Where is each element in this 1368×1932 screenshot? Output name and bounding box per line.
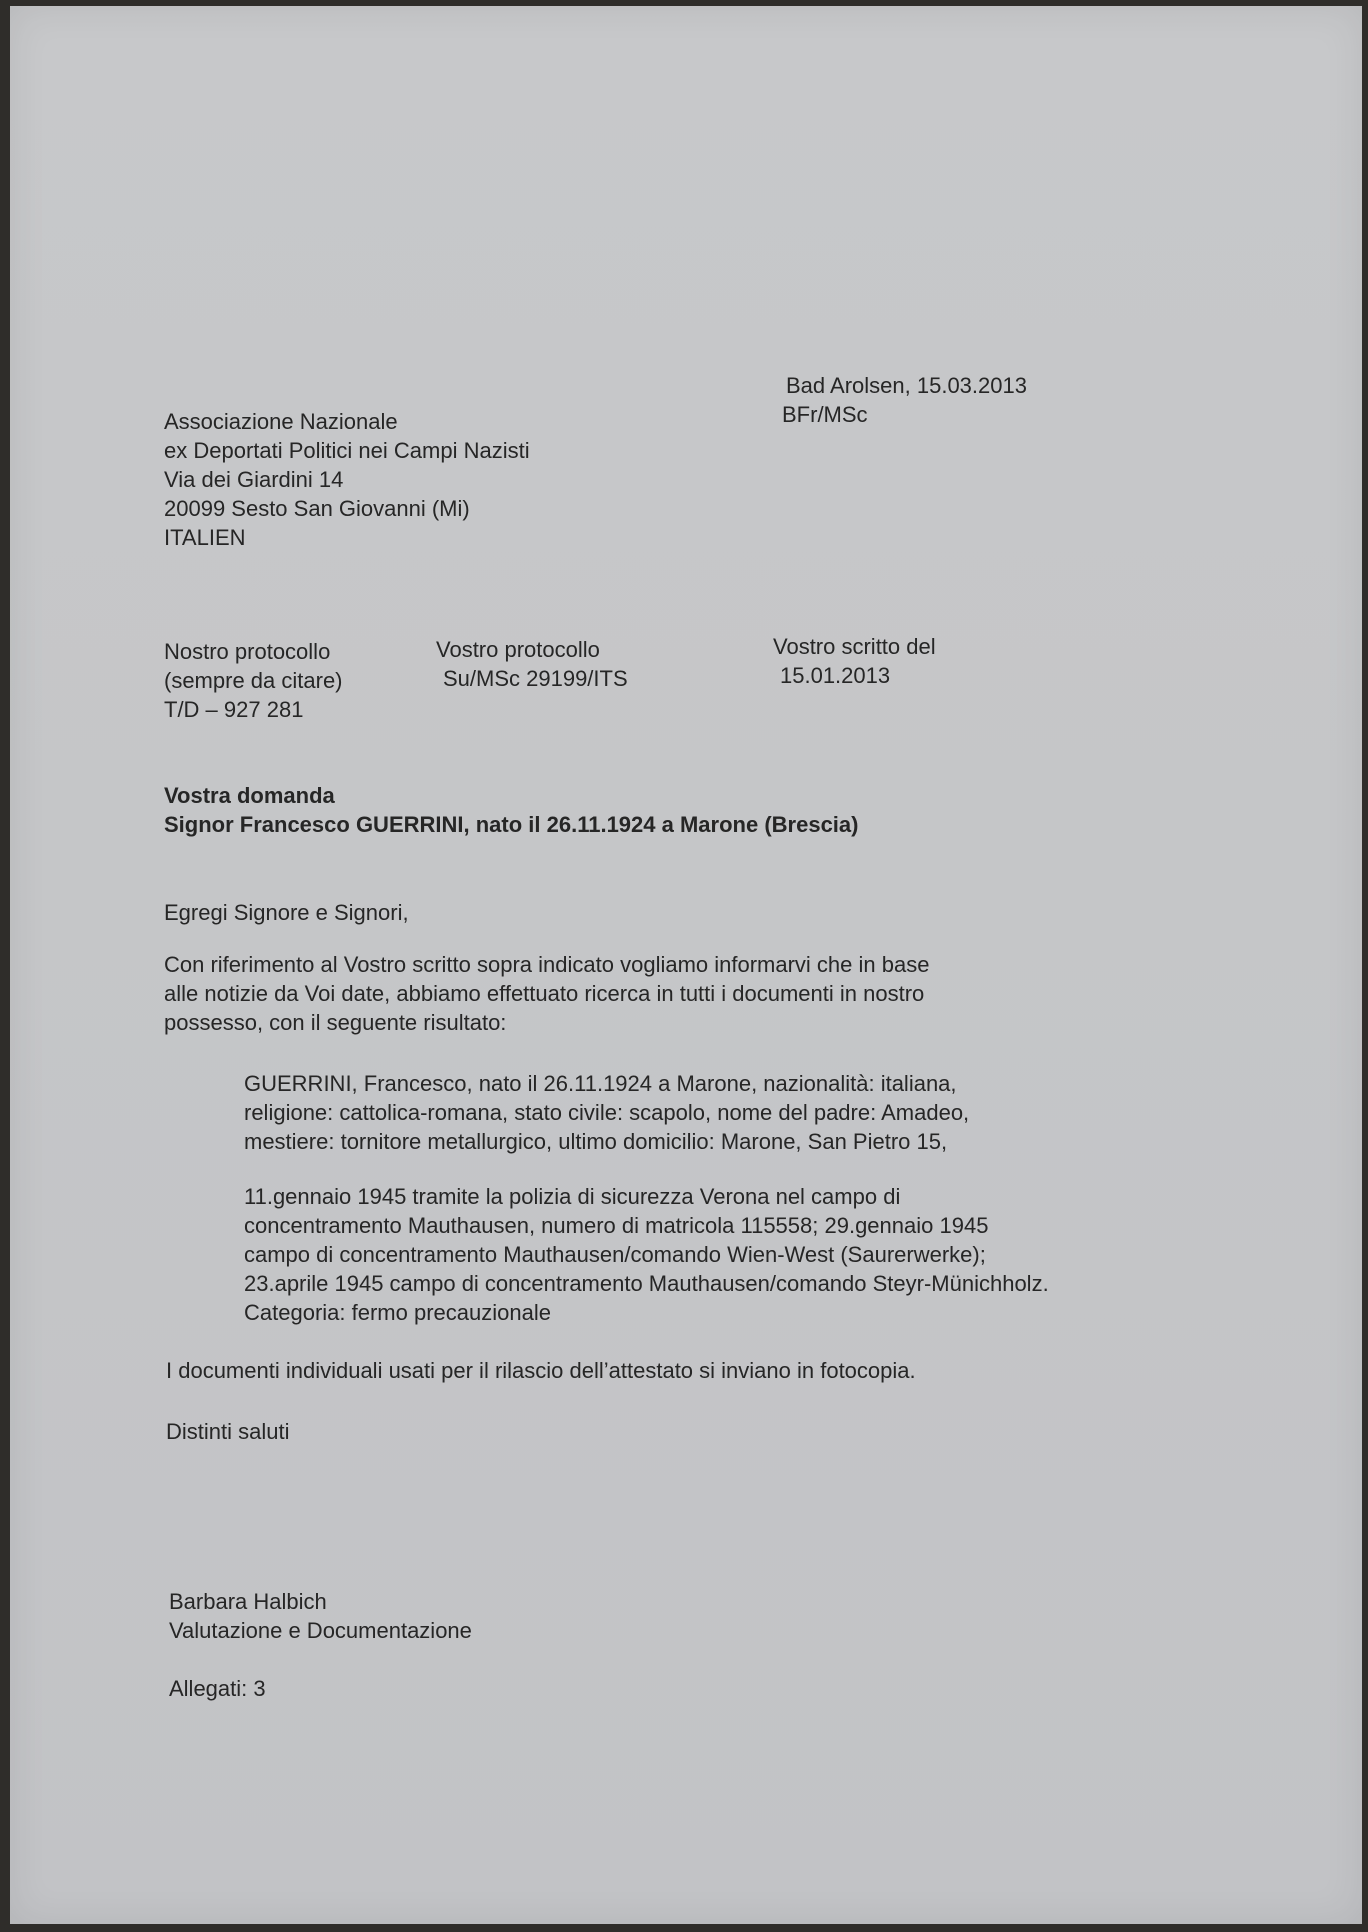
history-line: concentramento Mauthausen, numero di matricola 115558; 29.gennaio 1945 [244, 1213, 989, 1238]
subject-person: Signor Francesco GUERRINI, nato il 26.11.1924 a Marone (Brescia) [164, 812, 859, 837]
history-line: 11.gennaio 1945 tramite la polizia di sicurezza Verona nel campo di [244, 1184, 901, 1209]
place-date: Bad Arolsen, 15.03.2013 [786, 373, 1027, 398]
salutation: Egregi Signore e Signori, [164, 900, 409, 925]
recipient-line: ITALIEN [164, 525, 246, 550]
our-protocol-value: T/D – 927 281 [164, 697, 304, 722]
history-line: campo di concentramento Mauthausen/comando Wien-West (Saurerwerke); [244, 1242, 986, 1267]
recipient-line: ex Deportati Politici nei Campi Nazisti [164, 438, 530, 463]
intro-line: Con riferimento al Vostro scritto sopra indicato vogliamo informarvi che in base [164, 952, 930, 977]
intro-line: possesso, con il seguente risultato: [164, 1010, 507, 1035]
closing-note: I documenti individuali usati per il rilascio dell’attestato si inviano in fotocopia. [166, 1358, 916, 1383]
details-line: mestiere: tornitore metallurgico, ultimo domicilio: Marone, San Pietro 15, [244, 1129, 948, 1154]
attachments: Allegati: 3 [169, 1676, 266, 1701]
recipient-line: 20099 Sesto San Giovanni (Mi) [164, 496, 470, 521]
signatory-name: Barbara Halbich [169, 1589, 327, 1614]
letter-sheet [10, 6, 1362, 1924]
your-protocol-value: Su/MSc 29199/ITS [443, 666, 628, 691]
regards: Distinti saluti [166, 1419, 290, 1444]
our-protocol-label: Nostro protocollo [164, 639, 331, 664]
our-protocol-note: (sempre da citare) [164, 668, 343, 693]
intro-line: alle notizie da Voi date, abbiamo effettuato ricerca in tutti i documenti in nostro [164, 981, 925, 1006]
your-letter-label: Vostro scritto del [773, 634, 936, 659]
details-line: religione: cattolica-romana, stato civile: scapolo, nome del padre: Amadeo, [244, 1100, 970, 1125]
history-line: Categoria: fermo precauzionale [244, 1300, 551, 1325]
your-letter-date: 15.01.2013 [780, 663, 891, 688]
signatory-department: Valutazione e Documentazione [169, 1618, 472, 1643]
recipient-line: Associazione Nazionale [164, 409, 398, 434]
subject-line: Vostra domanda [164, 783, 335, 808]
reference-code: BFr/MSc [782, 402, 868, 427]
your-protocol-label: Vostro protocollo [436, 637, 600, 662]
history-line: 23.aprile 1945 campo di concentramento Mauthausen/comando Steyr-Münichholz. [244, 1271, 1049, 1296]
recipient-line: Via dei Giardini 14 [164, 467, 344, 492]
details-line: GUERRINI, Francesco, nato il 26.11.1924 a Marone, nazionalità: italiana, [244, 1071, 957, 1096]
